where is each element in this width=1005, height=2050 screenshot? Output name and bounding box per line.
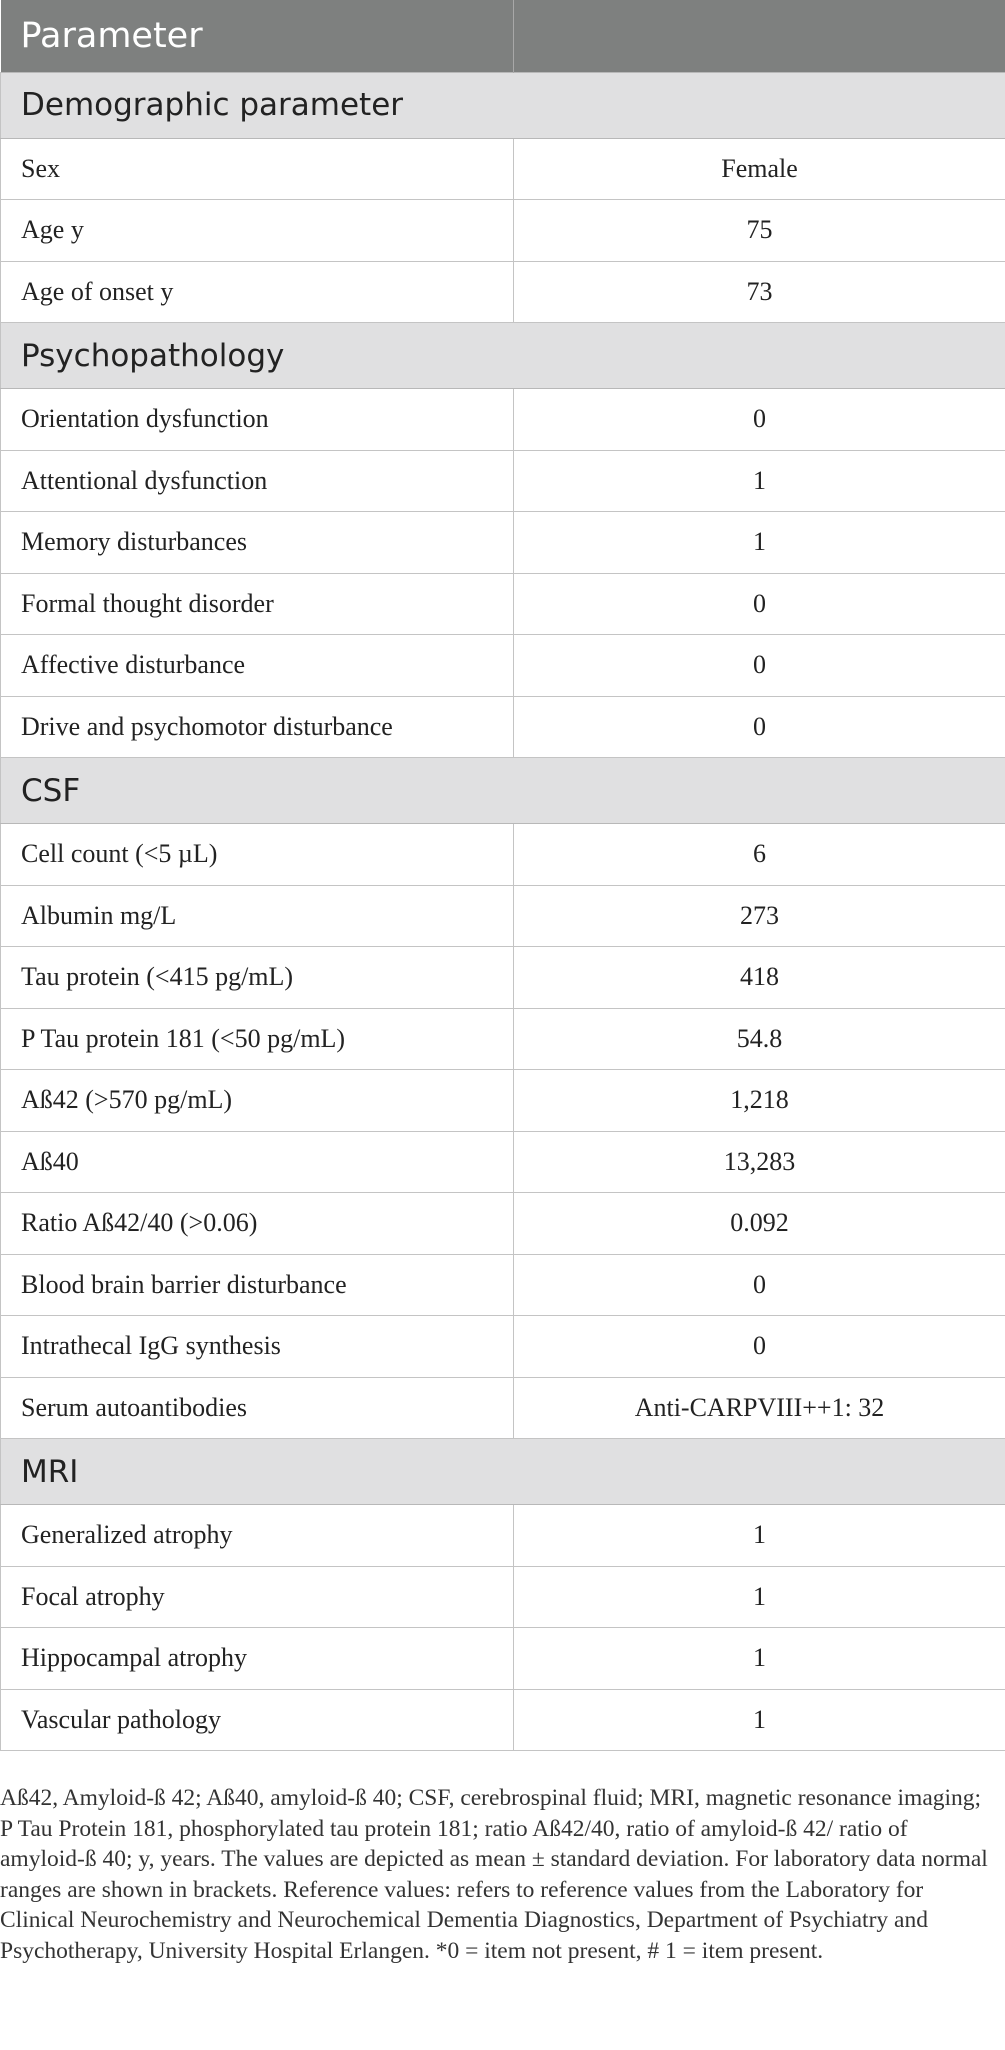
row-label: Memory disturbances — [1, 512, 514, 574]
row-value: 6 — [514, 824, 1005, 886]
row-value: 0 — [514, 573, 1005, 635]
table-row — [1, 947, 1005, 1009]
row-label: Intrathecal IgG synthesis — [1, 1316, 514, 1378]
row-label: Formal thought disorder — [1, 573, 514, 635]
table-row — [1, 138, 1005, 200]
row-label: Drive and psychomotor disturbance — [1, 696, 514, 758]
section-title: CSF — [1, 758, 1005, 824]
row-label: Serum autoantibodies — [1, 1377, 514, 1439]
table-body — [1, 72, 1005, 1751]
table-row — [1, 573, 1005, 635]
row-value: 0 — [514, 1316, 1005, 1378]
row-value: 0 — [514, 635, 1005, 697]
table-row — [1, 1566, 1005, 1628]
row-value: 0 — [514, 389, 1005, 451]
table-row — [1, 261, 1005, 323]
row-value: 1 — [514, 450, 1005, 512]
row-label: Cell count (<5 µL) — [1, 824, 514, 886]
table-row — [1, 200, 1005, 262]
table-row — [1, 1628, 1005, 1690]
row-label: Hippocampal atrophy — [1, 1628, 514, 1690]
row-value: 13,283 — [514, 1131, 1005, 1193]
table-row — [1, 1008, 1005, 1070]
table-row — [1, 1070, 1005, 1132]
table-row — [1, 1689, 1005, 1751]
row-value: 54.8 — [514, 1008, 1005, 1070]
section-header-row — [1, 758, 1005, 824]
row-value: 73 — [514, 261, 1005, 323]
header-value — [514, 0, 1005, 72]
row-label: Generalized atrophy — [1, 1505, 514, 1567]
section-header-row — [1, 72, 1005, 138]
row-value: 418 — [514, 947, 1005, 1009]
section-header-row — [1, 323, 1005, 389]
row-label: Aß42 (>570 pg/mL) — [1, 1070, 514, 1132]
row-label: Vascular pathology — [1, 1689, 514, 1751]
table-row — [1, 885, 1005, 947]
table-row — [1, 1131, 1005, 1193]
section-header-row — [1, 1439, 1005, 1505]
row-label: Orientation dysfunction — [1, 389, 514, 451]
row-value: 0.092 — [514, 1193, 1005, 1255]
row-label: Attentional dysfunction — [1, 450, 514, 512]
row-value: 0 — [514, 1254, 1005, 1316]
table-row — [1, 696, 1005, 758]
row-label: Age of onset y — [1, 261, 514, 323]
row-label: Sex — [1, 138, 514, 200]
table-footnote: Aß42, Amyloid-ß 42; Aß40, amyloid-ß 40; CSF, cerebrospinal fluid; MRI, magnetic resonance imaging; P Tau Protein 181, phosphorylated tau protein 181; ratio Aß42/40, ratio of amyloid-ß 42/ ratio of amyloid-ß 40; y, years. The values are depicted as mean ± standard deviation. For laboratory data normal ranges are shown in brackets. Reference values: refers to reference values from the Laboratory for Clinical Neurochemistry and Neurochemical Dementia Diagnostics, Department of Psychiatry and Psychotherapy, University Hospital Erlangen. *0 = item not present, # 1 = item present. — [0, 1785, 988, 1964]
header-parameter: Parameter — [1, 0, 514, 72]
table-row — [1, 450, 1005, 512]
row-label: Focal atrophy — [1, 1566, 514, 1628]
table-header-row — [1, 0, 1005, 72]
row-value: 273 — [514, 885, 1005, 947]
row-label: Tau protein (<415 pg/mL) — [1, 947, 514, 1009]
table-row — [1, 389, 1005, 451]
table-row — [1, 635, 1005, 697]
table-row — [1, 1377, 1005, 1439]
row-value: 75 — [514, 200, 1005, 262]
row-value: 0 — [514, 696, 1005, 758]
row-value: 1 — [514, 512, 1005, 574]
row-value: Anti-CARPVIII++1: 32 — [514, 1377, 1005, 1439]
table-row — [1, 1505, 1005, 1567]
row-value: 1 — [514, 1566, 1005, 1628]
section-title: Psychopathology — [1, 323, 1005, 389]
section-title: MRI — [1, 1439, 1005, 1505]
row-label: Albumin mg/L — [1, 885, 514, 947]
section-title: Demographic parameter — [1, 72, 1005, 138]
row-label: Aß40 — [1, 1131, 514, 1193]
row-label: Age y — [1, 200, 514, 262]
row-label: Affective disturbance — [1, 635, 514, 697]
row-value: 1,218 — [514, 1070, 1005, 1132]
row-value: 1 — [514, 1505, 1005, 1567]
table-row — [1, 824, 1005, 886]
table-row — [1, 512, 1005, 574]
table-row — [1, 1193, 1005, 1255]
row-value: Female — [514, 138, 1005, 200]
row-value: 1 — [514, 1689, 1005, 1751]
row-label: Ratio Aß42/40 (>0.06) — [1, 1193, 514, 1255]
table-row — [1, 1254, 1005, 1316]
row-value: 1 — [514, 1628, 1005, 1690]
row-label: P Tau protein 181 (<50 pg/mL) — [1, 1008, 514, 1070]
row-label: Blood brain barrier disturbance — [1, 1254, 514, 1316]
table-row — [1, 1316, 1005, 1378]
